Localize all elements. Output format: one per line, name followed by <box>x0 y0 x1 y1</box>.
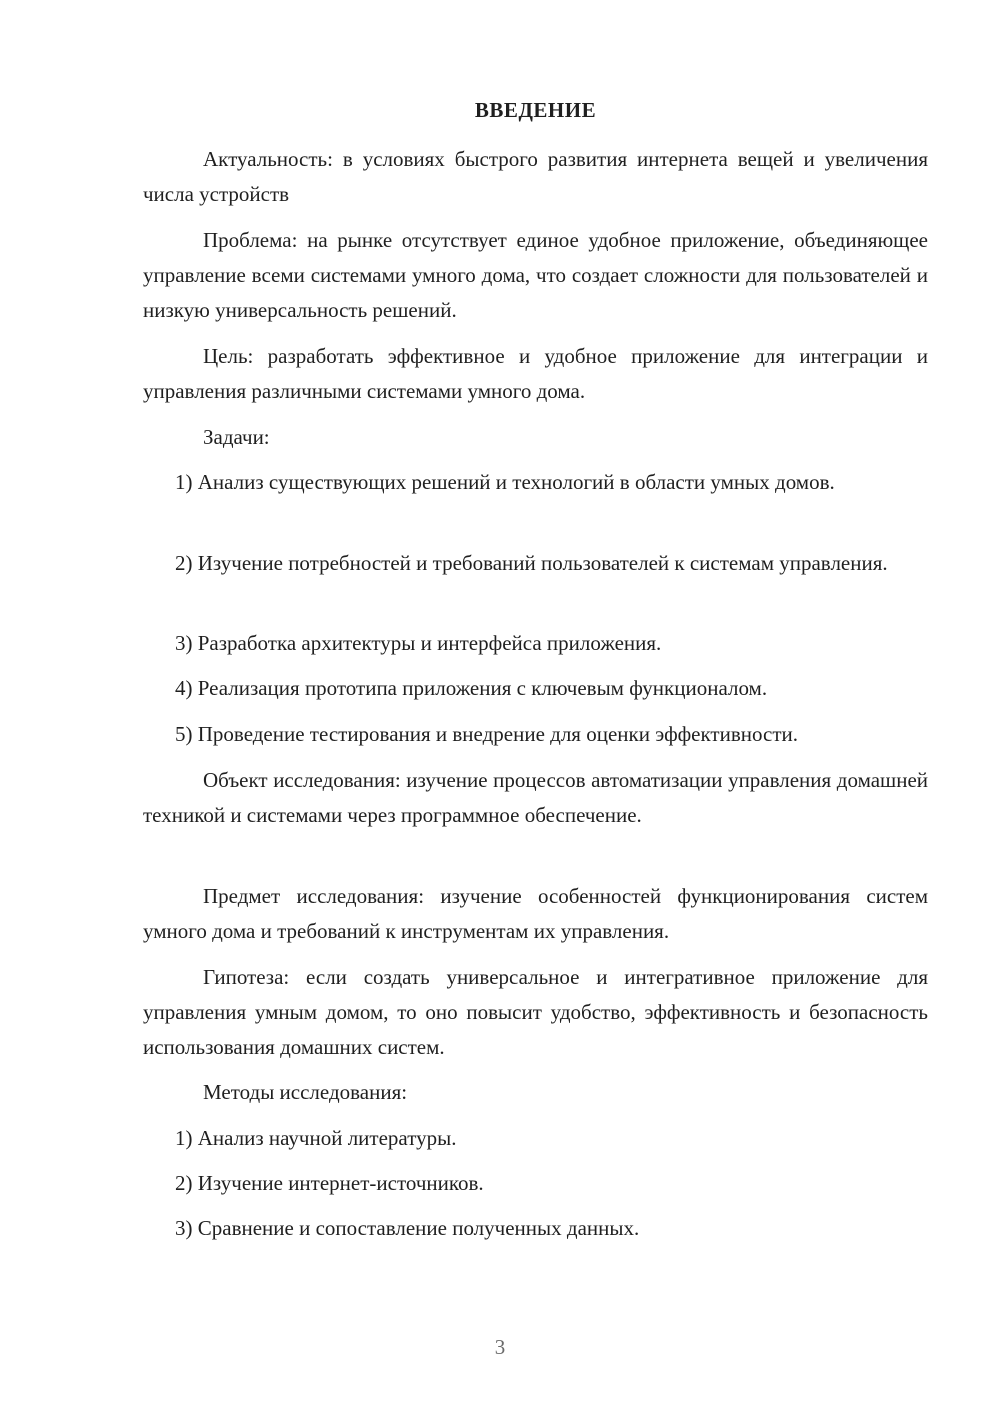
paragraph-relevance: Актуальность: в условиях быстрого развития интернета вещей и увеличения числа устройств <box>143 147 928 206</box>
section-heading: ВВЕДЕНИЕ <box>474 98 597 122</box>
task-item-3: 3) Разработка архитектуры и интерфейса приложения. <box>175 631 662 655</box>
method-item-3: 3) Сравнение и сопоставление полученных данных. <box>175 1216 640 1240</box>
paragraph-object: Объект исследования: изучение процессов автоматизации управления домашней техникой и системами через программное обеспечение. <box>143 768 928 827</box>
paragraph-hypothesis: Гипотеза: если создать универсальное и интегративное приложение для управления умным домом, то оно повысит удобство, эффективность и безопасность использования домашних систем. <box>143 965 928 1059</box>
method-item-2: 2) Изучение интернет-источников. <box>175 1171 484 1195</box>
page-number: 3 <box>494 1335 506 1359</box>
paragraph-goal: Цель: разработать эффективное и удобное приложение для интеграции и управления различными системами умного дома. <box>143 344 928 403</box>
task-item-1: 1) Анализ существующих решений и технологий в области умных домов. <box>175 470 835 494</box>
method-item-1: 1) Анализ научной литературы. <box>175 1126 457 1150</box>
task-item-4: 4) Реализация прототипа приложения с ключевым функционалом. <box>175 676 768 700</box>
paragraph-methods-label: Методы исследования: <box>203 1080 408 1104</box>
task-item-2: 2) Изучение потребностей и требований пользователей к системам управления. <box>175 551 888 575</box>
task-item-5: 5) Проведение тестирования и внедрение для оценки эффективности. <box>175 722 799 746</box>
paragraph-tasks-label: Задачи: <box>203 425 270 449</box>
paragraph-subject: Предмет исследования: изучение особенностей функционирования систем умного дома и требований к инструментам их управления. <box>143 884 928 943</box>
paragraph-problem: Проблема: на рынке отсутствует единое удобное приложение, объединяющее управление всеми системами умного дома, что создает сложности для пользователей и низкую универсальность решений. <box>143 228 928 322</box>
